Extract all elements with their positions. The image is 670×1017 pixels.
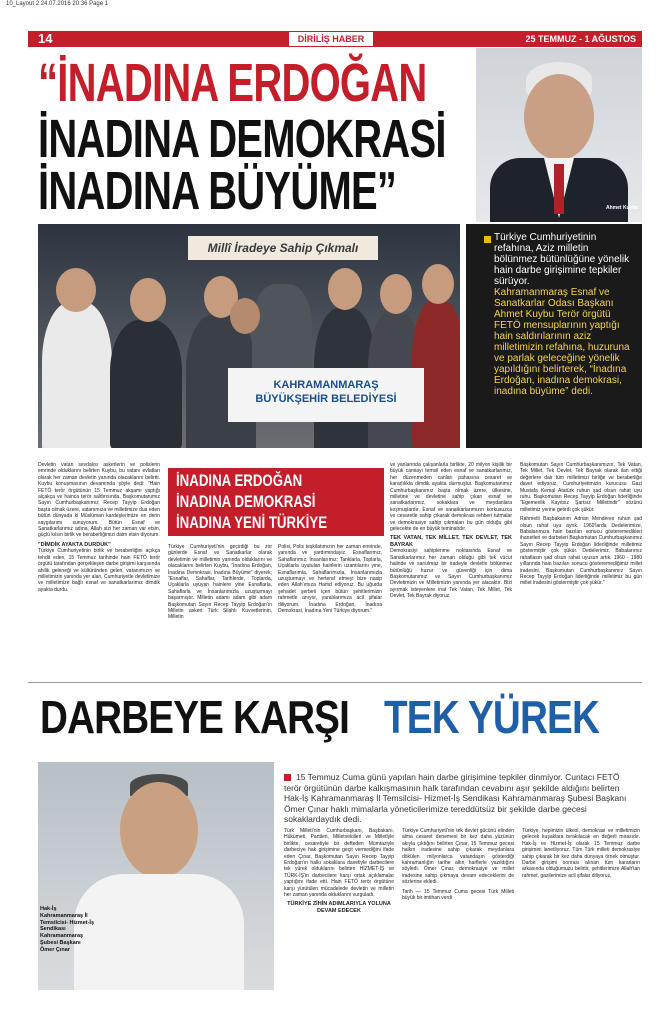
speaker-head (230, 298, 260, 334)
crowd-head (56, 268, 96, 312)
article-paragraph: Başkomutan Sayın Cumhurbaşkanımızın, Tek Vatan, Tek Millet, Tek Devlet, Tek Bayrak olarak ilan ettiği değerlere dair tüm milletimizi birliğe ve beraberliğe davet ediyoruz. Cumhuriyetimizin kurucusu Gazi Mustafa Kemal Atatürk ruhun şad olsun rahat uyu ruhu. Başkomutan Recep Tayyip Erdoğan liderliğinde "Egemenlik Kayıtsız Şartsız Milletindir" sözünü milletimiz yerine getirdi çok şükür. (520, 462, 642, 513)
headline-line-2: İNADINA DEMOKRASİ (38, 109, 446, 169)
podium-line-2: BÜYÜKŞEHİR BELEDİYESİ (255, 393, 397, 405)
article-column-2: Türkiye Cumhuriyeti'nin geçirdiği bu zor günlerde Esnaf ve Sanatkarlar olarak devletimin ve milletimin yanında olduklarını ve olacaklarını belirten Kuybu, "İnadına Erdoğan, İnadına Demokrasi, İnadına Büyüme" diyerek; "Esnaflar, Sahaflar, Tarihlerde, Toplarda, Uçaklarla uyuyan hainlere yine Esnaflarla, Sahaflarla ve İnsanlarımızla uzuşturmayı başarmıştır. Milletin adamı adam gibi adam Başkomutan Sayın Recep Tayyip Erdoğan'ın Milletin askeri Türk Silahlı Kuvvetlerinin, Milletin (168, 544, 272, 621)
person-face (120, 782, 198, 878)
crowd-person (110, 320, 182, 448)
article-paragraph: Türk Milleti'nin Cumhurbaşkanı, Başbakanı, Hükümeti, Partileri, Milletvekilleri ve Milletiyle birlikte, cesaretiyle bir defteden Mümtaziyle darbeciye hak girişimine geçit vermediğini ifade eden Çınar, Başkomutan Sayın Recep Tayyip Erdoğan'ın halkı sokaklara davetiyle darbecilere tek yürek olduklarını belirten HİZMET-İŞ ve TÜRK-İŞ'in darbecilere karşı ortak açıklamalar yaptığını ifade etti. Hain FETÖ terör örgütüne karşı yürütülen mücadelede devletin ve milletin her zaman yanında olduklarını vurguladı. (284, 828, 394, 899)
highlight-paragraph-2: Kahramanmaraş Esnaf ve Sanatkarlar Odası Başkanı Ahmet Kuybu Terör örgütü FETÖ mensuplarının yaptığı hain saldırılarının aziz milletimizin refahına, huzuruna ve parlak geleceğine yönelik yapıldığını belirterek, “İnadına Erdoğan, inadına demokrasi, inadına büyüme” dedi. (494, 287, 630, 397)
crowd-head (422, 264, 454, 304)
pullquote-line-3: İNADINA YENİ TÜRKİYE (176, 513, 328, 532)
article-paragraph: Türkiye Cumhuriyetinin birlik ve beraberliğini açıkça tehdit eden, 15 Temmuz tarihinde hain FETÖ terör örgütü tarafından gerçekleşen darbe girişimi karşısında ahilik geleneği ve kültüründen gelen, vatanımızın ve milletimizin yanında yer alan, Cumhuriyetle devletimize ve milletimize bağlı esnaf ve sanatkarlarımız dimdik ayakta durdu. (38, 548, 161, 593)
headline-line-3: İNADINA BÜYÜME” (38, 161, 397, 221)
event-banner: Millî İradeye Sahip Çıkmalı (188, 236, 378, 260)
section2-column-2 (402, 828, 514, 901)
article-paragraph: Devletin vatan sevdalısı askerlerin ve polislerin emrinde olduklarını belirten Kuybu, bu vatanı evlatları olarak her zaman devletin yanında olacaklarını belirtti. Kuybu konuşmasının devamında şöyle dedi: "Hain FETÖ terör örgütünün 15 Temmuz akşamı yaptığı alçakça ve hainca terör saldırısında, Başkomutanımız Sayın Cumhurbaşkanımız Recep Tayyip Erdoğan başta olmak üzere, vatanımıza ve milletimize dua eden bütün dünyada ki Müslüman kardeşlerimize en derin saygılarımı sunuyorum. Bütün Esnaf ve Sanatkarlarımız adına, Allah sizi her zaman var etsin, güçlü kılsın birlik ve beraberliğimizi daim etsin diyorum. (38, 462, 160, 539)
person-photo (38, 762, 274, 990)
issue-date: 25 TEMMUZ - 1 AĞUSTOS (525, 34, 636, 44)
page-slug: 10_Layout 2 24.07.2016 20:36 Page 1 (6, 1, 109, 7)
person-shirt (74, 874, 244, 990)
article-column-1 (38, 462, 160, 593)
article-paragraph: ve yanlarında çalışanlarla birlikte, 20 milyon kişilik bir büyük camiayı temsil eden esnaf ve sanatkarlarımız, her düzenmeden canları pahasına cesaret ve kararlılıkla dimdik ayakta durmuştur. Başkomutanımız Cumhurbaşkanımız başta olmak üzere, ülkesine, milletine ve devletine sahip çıkan esnaf ve sanatkarlarımız, sokaklara ve meydanlara koşmuşlardır. Esnaf ve sanatkarlarımızın korkusuzca ve cesaretle sahip çıkarak demokrasi rehberi tutmalar ve demokrasiye sahip çıkmaları bu gün olduğu gibi gelecekte de en büyük teminatıdır. (390, 462, 512, 533)
person-photo-caption: Hak-İş Kahramanmaraş İl Temsilcisi- Hizmet-İş Sendikası Kahramanmaraş Şubesi Başkanı Ömer Çınar (40, 906, 94, 953)
section2-intro: 15 Temmuz Cuma günü yapılan hain darbe girişimine tepkiler dinmiyor. Cuntacı FETÖ terör örgütünün darbe kalkışmasının halk tarafından cevabını aşır şekilde aldığını belirten Hak-İş Kahramanmaraş İl Temsilcisi- Hizmet-İş Sendikası Kahramanmaraş Şubesi Başkanı Ömer Çınar haklı mimalarla yöneticilerimize tereddütsüz bir şekilde darbe gecesi sokaklardaydık dedi. (284, 772, 627, 824)
section2-headline-blue: TEK YÜREK (384, 691, 600, 743)
article-column-4 (390, 462, 512, 600)
page-number: 14 (38, 31, 53, 46)
highlight-text (494, 232, 634, 397)
pullquote-box (168, 468, 384, 536)
pullquote-line-2: İNADINA DEMOKRASİ (176, 492, 316, 511)
headline-line-1: “İNADINA ERDOĞAN (38, 53, 427, 113)
section2-column-3: Türkiye, hepimizin ülkesi, demokrasi ve milletimizin gelecek kuşaklara bırakılacak en değerli mirasıdır. Hak-İş ve Hizmet-İş olarak 15 Temmuz darbe girişimini lanetliyoruz. Tüm Türk milleti demokrasiye sahip çıkarak bir kez daha dünyaya örnek olmuştur. Darbe girişimi sonrası alınan tüm kararların arkasında olduğumuzu belirtir, şehitlerimize Allah'tan rahmet, gazilerimize acil şifalar diliyoruz. (522, 828, 640, 879)
article-subheading: TEK VATAN, TEK MİLLET, TEK DEVLET, TEK BAYRAK (390, 535, 512, 548)
portrait-tie (554, 164, 564, 214)
event-photo (38, 224, 460, 448)
article-paragraph: Tarih — 15 Temmuz Cuma gecesi Türk Milleti büyük bir imtihan verdi (402, 888, 514, 902)
portrait-face (524, 74, 594, 160)
crowd-head (380, 274, 412, 314)
article-column-5 (520, 462, 642, 587)
portrait-caption: Ahmet Kuybu (606, 205, 639, 211)
event-podium (228, 368, 424, 422)
article-column-3: Polisi, Polis teşkilatımızın her zaman emrinde, yanında ve yardımındayız. Esnaflarımız, Sahaflarımız, İnsanlarımız; Tanklarla, Toplarla, Uçaklarla uyutulan hainlerin uzantılarını yine, Esnaflarımla, Sahaflarımızla, İnsanlarımızla uzuşturmayı ve herteraf etmeyi bize nasip eden Allah'ımıza Hamd ediyoruz. Bu uğurda şehadet şerbeti içen bütün şehitlerimizin rahmetle anıyor, yaralılarımıza acil şifalar diliyorum. İnadına Erdoğan, İnadına Demokrasi, İnadına Yeni Türkiye diyorum." (278, 544, 382, 615)
article-subheading: TÜRKİYE ZİHİN ADIMLARIYLA YOLUNA DEVAM EDECEK (287, 901, 391, 914)
crowd-person (42, 302, 112, 448)
highlight-paragraph-1: Türkiye Cumhuriyetinin refahına, Aziz milletin bölünmez bütünlüğüne yönelik hain darbe girişimine tepkiler sürüyor. (494, 232, 630, 287)
crowd-head (130, 278, 166, 322)
article-paragraph: Rahmetli Başbakanım Adnan Menderes ruhun şad olsun rahat uyu ayrık. 1960'larda Dedelerimize, Babalarımıza hain bazıları sonucu gösteremedikleri ihanetleri ve darbeleri Başkomutan Cumhurbaşkanımız Sayın Recep Tayyip Erdoğan liderliğinde milletimiz göstermiştir çok şükür. Dedelerimiz, Babalarımız rahatlasın şad olsun rahat uyusun artık. 1960 - 1980 yıllarında hain bazıları sonucu gösteremediğimiz millet iradesini, Başkomutan Cumhurbaşkanımız Sayın Recep Tayyip Erdoğan liderliğinde milletimiz bu gün millet iradesini göstermiştir çok şükür." (520, 516, 642, 587)
portrait-photo (476, 48, 642, 222)
bullet-square-icon (484, 236, 491, 243)
article-paragraph: Türkiye Cumhuriyeti'nin tek devlet gücünü elinden alma cesaret denemesi bir kez daha yüzünün akıyla çıktığını belirten Çınar, 15 Temmuz gecesi halkın iradesine sahip çıkarak meydanlara dökülen milyonlarca vatandaşın gösterdiği kahramanlığın tarihe altın harflerle yazıldığını söyledi. Ömer Çınar, demokrasiye ve millet iradesine sahip çıkmaya devam edeceklerini de sözlerine ekledi. (402, 828, 514, 886)
newspaper-logo: DİRİLİŞ HABER (288, 31, 374, 47)
section-divider (28, 682, 642, 683)
crowd-head (328, 268, 362, 310)
section2-headline-black: DARBEYE KARŞI (40, 691, 349, 743)
podium-line-1: KAHRAMANMARAŞ (273, 379, 379, 391)
article-paragraph: Demokrasiyi sahiplenme noktasında Esnaf ve Sanatkarlarımız her zaman olduğu gibi tek vücut halinde ve sarsılmaz bir iradeyle devletin bölünmez bütünlüğü huzur ve güvenliği için dima Başkomutanımız ve Sayın Cumhurbaşkanımız Devletimizin ve Milletimizin yanında yer alacaktır. Bizi ayırmak isteyenlere inat Tek Vatan, Tek Millet, Tek Devlet, Tek Bayrak diyoruz. (390, 548, 512, 600)
article-subheading: "DİMDİK AYAKTA DURDUK" (38, 541, 111, 548)
section2-column-1 (284, 828, 394, 914)
pullquote-line-1: İNADINA ERDOĞAN (176, 471, 303, 490)
